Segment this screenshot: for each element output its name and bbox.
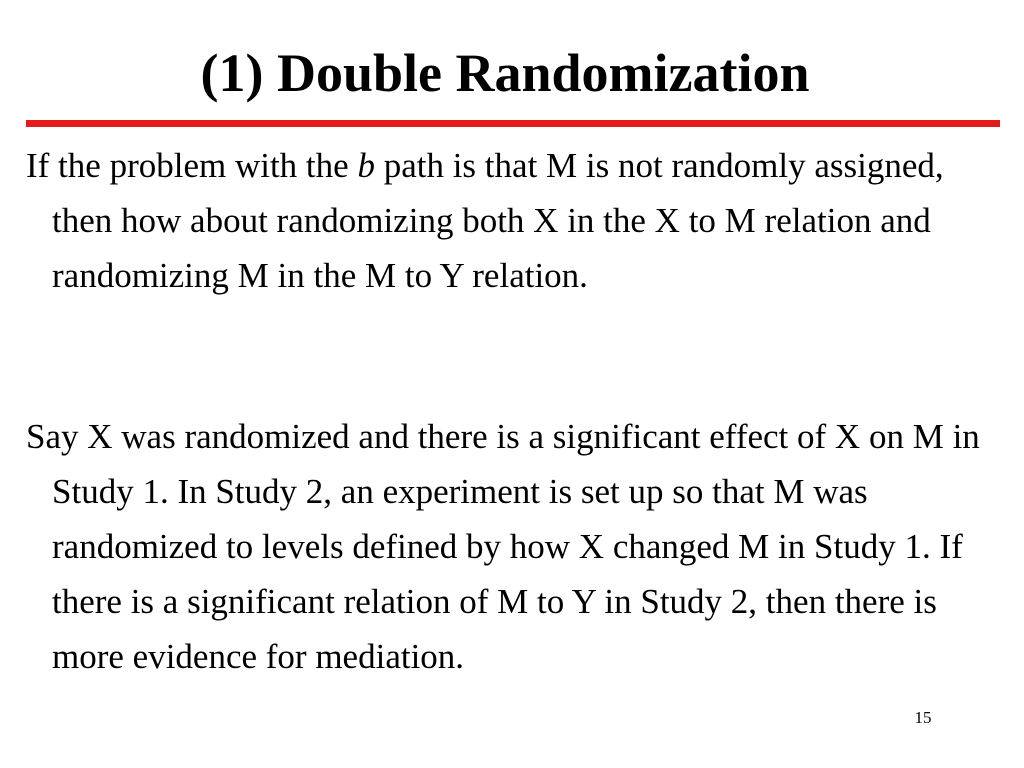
page-number: 15 [914,708,932,727]
paragraph-1-text-start: If the problem with the [26,146,358,185]
slide-title: (1) Double Randomization [200,43,810,103]
body-paragraph-1 [26,138,1012,303]
b-path-italic: b [357,146,375,185]
body-paragraph-2: Say X was randomized and there is a significant effect of X on M in Study 1. In Study 2, an experiment is set up so that M was randomized to levels defined by how X changed M in Study 1. If there is a significant relation of M to Y in Study 2, then there is more evidence for mediation. [26,417,980,676]
title-divider [26,120,1000,127]
paragraph-1-text-end: path is that M is not randomly assigned, then how about randomizing both X in the X to M relation and randomizing M in the M to Y relation. [52,146,944,295]
